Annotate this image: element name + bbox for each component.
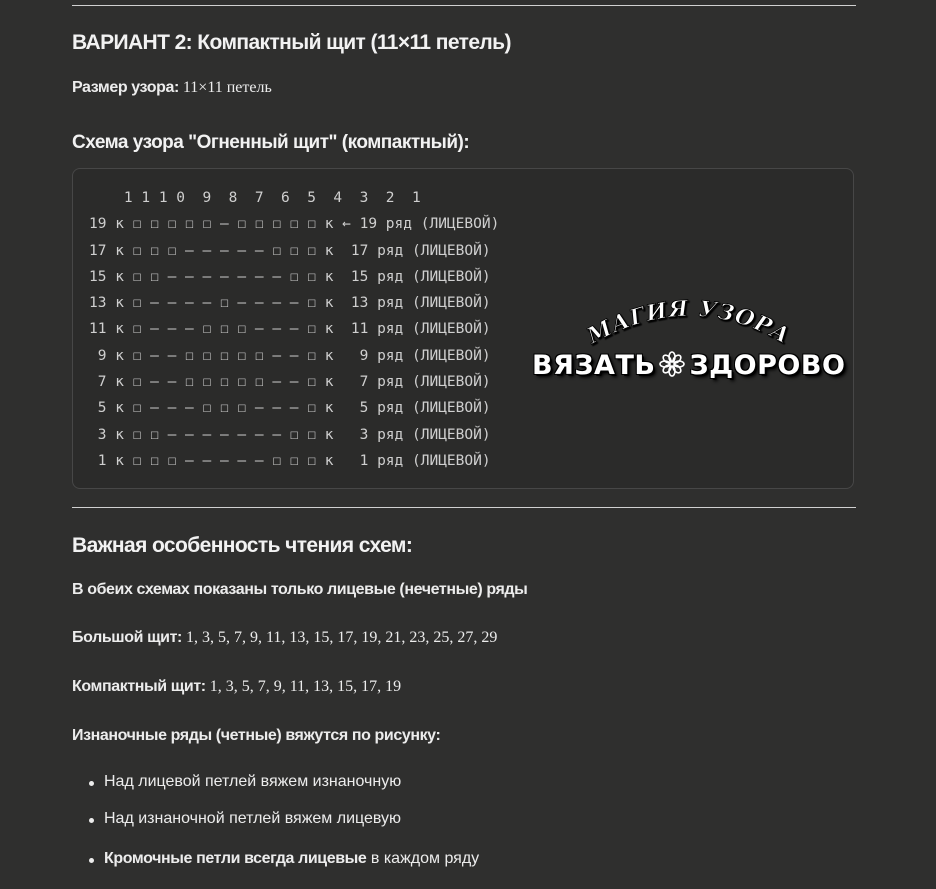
chart-row-15: 15 к ☐ ☐ — — — — — — — ☐ ☐ к 15 ряд (ЛИЦЕВОЙ) [89,268,491,285]
scheme-title: Схема узора "Огненный щит" (компактный): [72,132,470,153]
pattern-size [72,79,272,97]
odd-rows-note: В обеих схемах показаны только лицевые (нечетные) ряды [72,581,528,598]
watermark-main-text [532,350,845,381]
pattern-chart [89,185,499,474]
chart-row-13: 13 к ☐ — — — — ☐ — — — — ☐ к 13 ряд (ЛИЦЕВОЙ) [89,295,491,312]
chart-row-17: 17 к ☐ ☐ ☐ — — — — — ☐ ☐ ☐ к 17 ряд (ЛИЦЕВОЙ) [89,242,491,259]
big-shield-values: 1, 3, 5, 7, 9, 11, 13, 15, 17, 19, 21, 23, 25, 27, 29 [181,629,498,646]
bullet-icon [89,781,94,786]
watermark-arc-text [526,290,826,350]
section-title-reading: Важная особенность чтения схем: [72,534,413,557]
big-shield-rows [72,629,497,647]
compact-shield-rows [72,678,401,696]
chart-row-1: 1 к ☐ ☐ ☐ — — — — — ☐ ☐ ☐ к 1 ряд (ЛИЦЕВОЙ) [89,452,491,469]
compact-shield-values: 1, 3, 5, 7, 9, 11, 13, 15, 17, 19 [205,678,402,695]
divider-top [72,5,856,6]
watermark-logo [526,290,856,400]
bullet-icon [89,858,94,863]
bullet-icon [89,818,94,823]
pattern-size-value: 11×11 петель [178,79,272,96]
chart-row-3: 3 к ☐ ☐ — — — — — — — ☐ ☐ к 3 ряд (ЛИЦЕВОЙ) [89,426,491,443]
section-title-variant-2: ВАРИАНТ 2: Компактный щит (11×11 петель) [72,31,511,54]
flower-icon [659,351,685,377]
watermark-right-word: ЗДОРОВО [689,350,846,381]
svg-text:МАГИЯ УЗОРА [582,296,795,350]
purl-rows-title: Изнаночные ряды (четные) вяжутся по рисунку: [72,727,441,744]
chart-row-7: 7 к ☐ — — ☐ ☐ ☐ ☐ ☐ — — ☐ к 7 ряд (ЛИЦЕВОЙ) [89,374,491,391]
watermark-top-text: МАГИЯ УЗОРА [582,295,795,350]
chart-header-row: 1 1 1 0 9 8 7 6 5 4 3 2 1 [89,190,421,206]
chart-row-5: 5 к ☐ — — — ☐ ☐ ☐ — — — ☐ к 5 ряд (ЛИЦЕВОЙ) [89,400,491,417]
pattern-size-label: Размер узора: [72,79,179,96]
divider-middle [72,507,856,508]
watermark-left-word: ВЯЗАТЬ [532,350,656,381]
chart-row-19: 19 к ☐ ☐ ☐ ☐ ☐ — ☐ ☐ ☐ ☐ ☐ к ← 19 ряд (ЛИЦЕВОЙ) [89,216,500,233]
chart-row-9: 9 к ☐ — — ☐ ☐ ☐ ☐ ☐ — — ☐ к 9 ряд (ЛИЦЕВОЙ) [89,347,491,364]
compact-shield-label: Компактный щит: [72,678,206,695]
chart-row-11: 11 к ☐ — — — ☐ ☐ ☐ — — — ☐ к 11 ряд (ЛИЦЕВОЙ) [89,321,491,338]
big-shield-label: Большой щит: [72,629,182,646]
